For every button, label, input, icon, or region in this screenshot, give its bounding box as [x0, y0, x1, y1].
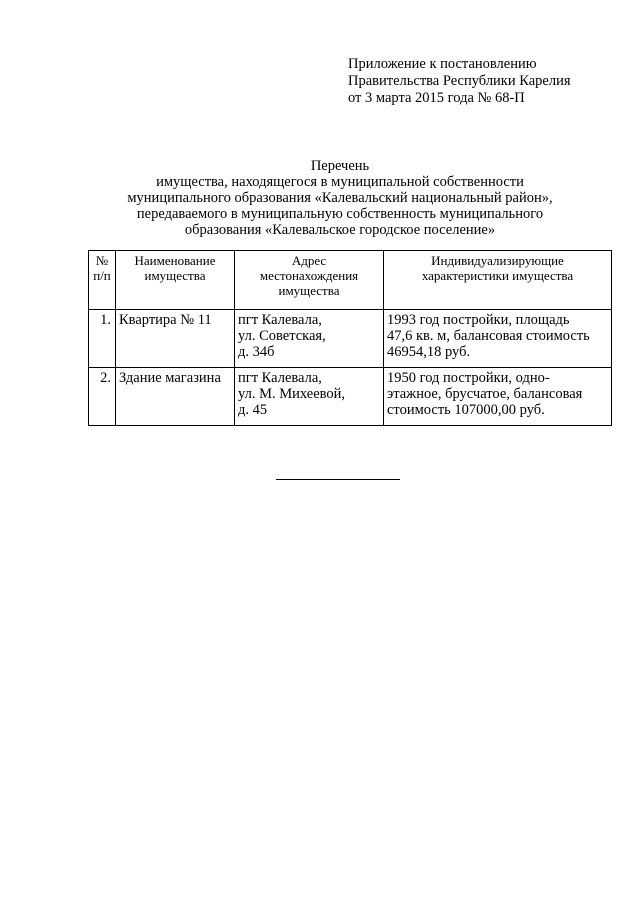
- address-line: пгт Калевала,: [238, 370, 322, 386]
- characteristics-line: этажное, брусчатое, балансовая: [387, 386, 583, 402]
- title-line: имущества, находящегося в муниципальной собственности: [156, 174, 524, 190]
- table-header-row: [89, 251, 612, 310]
- row-number: 2.: [89, 368, 116, 426]
- header-text: Индивидуализирующие: [431, 253, 564, 268]
- header-text: имущества: [144, 268, 206, 283]
- header-text: имущества: [278, 283, 340, 298]
- appendix-line: Приложение к постановлению: [348, 56, 537, 72]
- property-address: [235, 368, 384, 426]
- header-text: характеристики имущества: [421, 268, 574, 283]
- characteristics-line: стоимость 107000,00 руб.: [387, 402, 545, 418]
- property-characteristics: [384, 368, 612, 426]
- header-number: [89, 251, 116, 310]
- property-characteristics: [384, 310, 612, 368]
- end-separator-line: [276, 479, 400, 480]
- appendix-line: Правительства Республики Карелия: [348, 73, 571, 89]
- property-name: Здание магазина: [116, 368, 235, 426]
- document-title: [80, 158, 600, 238]
- appendix-line: от 3 марта 2015 года № 68-П: [348, 90, 525, 106]
- title-heading: Перечень: [310, 158, 370, 174]
- header-text: Наименование: [134, 253, 216, 268]
- property-table: [88, 250, 612, 426]
- address-line: ул. Советская,: [238, 328, 326, 344]
- title-line: муниципального образования «Калевальский национальный район»,: [127, 190, 553, 206]
- header-text: местонахождения: [259, 268, 359, 283]
- header-text: №: [95, 253, 109, 268]
- header-text: Адрес: [291, 253, 327, 268]
- title-line: образования «Калевальское городское поселение»: [184, 222, 496, 238]
- address-line: д. 34б: [238, 344, 275, 360]
- characteristics-line: 1950 год постройки, одно-: [387, 370, 550, 386]
- table-row: [89, 310, 612, 368]
- header-characteristics: [384, 251, 612, 310]
- row-number: 1.: [89, 310, 116, 368]
- appendix-reference: [348, 56, 571, 107]
- characteristics-line: 47,6 кв. м, балансовая стоимость: [387, 328, 590, 344]
- address-line: ул. М. Михеевой,: [238, 386, 346, 402]
- address-line: пгт Калевала,: [238, 312, 322, 328]
- property-name: Квартира № 11: [116, 310, 235, 368]
- header-text: п/п: [93, 268, 111, 283]
- characteristics-line: 46954,18 руб.: [387, 344, 471, 360]
- title-line: передаваемого в муниципальную собственность муниципального: [136, 206, 544, 222]
- address-line: д. 45: [238, 402, 268, 418]
- characteristics-line: 1993 год постройки, площадь: [387, 312, 570, 328]
- table-row: [89, 368, 612, 426]
- header-address: [235, 251, 384, 310]
- property-address: [235, 310, 384, 368]
- header-name: [116, 251, 235, 310]
